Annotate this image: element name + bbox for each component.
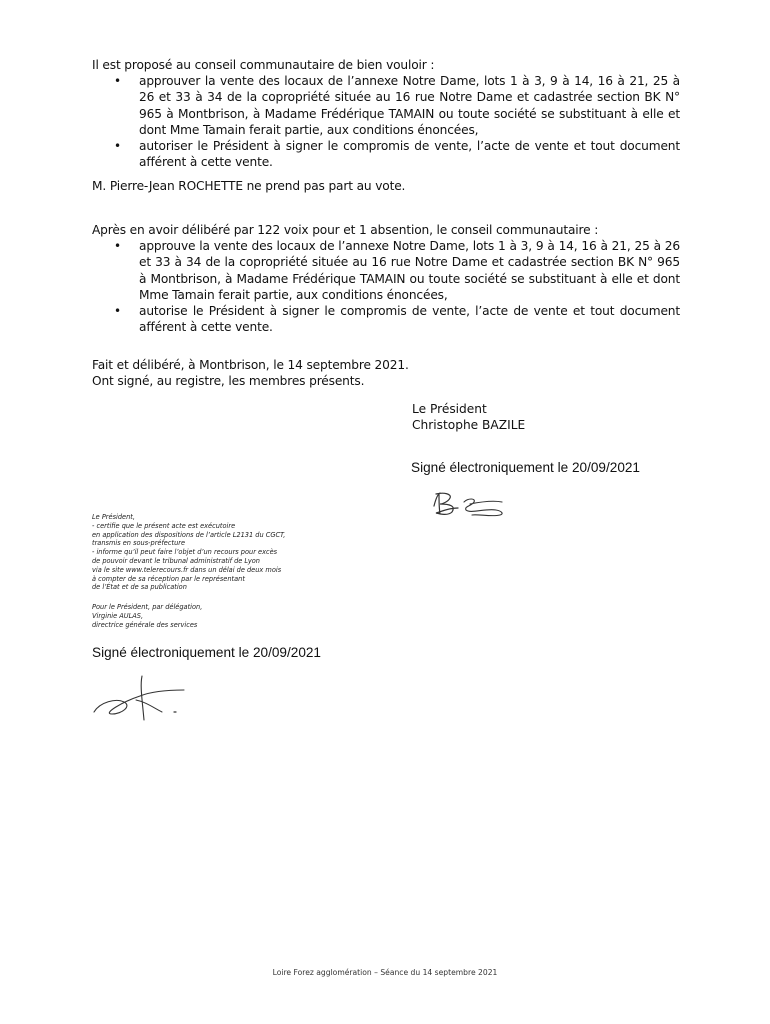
certification-block xyxy=(92,513,352,592)
president-title: Le Président xyxy=(412,402,487,416)
proposal-item: • approuver la vente des locaux de l’annexe Notre Dame, lots 1 à 3, 9 à 14, 16 à 21, 25 à 26 et 33 à 34 de la copropriété située au 16 rue Notre Dame et cadastrée section BK N° 965 à Montbrison, à Madame Frédérique TAMAIN ou toute société se substituant à elle et dont Mme Tamain ferait partie, aux conditions énoncées, xyxy=(92,73,680,138)
proposal-list xyxy=(92,73,680,171)
decision-item: • approuve la vente des locaux de l’annexe Notre Dame, lots 1 à 3, 9 à 14, 16 à 21, 25 à 26 et 33 à 34 de la copropriété située au 16 rue Notre Dame et cadastrée section BK N° 965 à Montbrison, à Madame Frédérique TAMAIN ou toute société se substituant à elle et dont Mme Tamain ferait partie, aux conditions énoncées, xyxy=(92,238,680,303)
certification-line: transmis en sous-préfecture xyxy=(92,539,186,548)
delegation-block xyxy=(92,603,352,629)
certification-line: Le Président, xyxy=(92,513,135,521)
decision-intro: Après en avoir délibéré par 122 voix pour et 1 absention, le conseil communautaire : xyxy=(92,223,599,237)
certification-line: via le site www.telerecours.fr dans un délai de deux mois xyxy=(92,565,282,574)
delegation-signed-date: Signé électroniquement le 20/09/2021 xyxy=(92,645,321,660)
president-name: Christophe BAZILE xyxy=(412,418,526,432)
delegation-line: Virginie AULAS, xyxy=(92,611,144,620)
certification-line: - certifie que le présent acte est exécutoire xyxy=(92,521,236,530)
certification-line: à compter de sa réception par le représentant xyxy=(92,574,245,583)
certification-line: de pouvoir devant le tribunal administratif de Lyon xyxy=(92,556,260,565)
president-signed-date: Signé électroniquement le 20/09/2021 xyxy=(411,460,640,475)
closing-line: Ont signé, au registre, les membres présents. xyxy=(92,374,365,388)
delegation-signature xyxy=(92,672,192,724)
decision-item: • autorise le Président à signer le compromis de vente, l’acte de vente et tout document afférent à cette vente. xyxy=(92,303,680,336)
president-signature xyxy=(430,488,510,522)
delegation-line: directrice générale des services xyxy=(92,620,198,629)
certification-line: de l’État et de sa publication xyxy=(92,583,187,592)
delegation-line: Pour le Président, par délégation, xyxy=(92,603,203,611)
page-footer: Loire Forez agglomération – Séance du 14 septembre 2021 xyxy=(272,968,498,977)
abstention-note: M. Pierre-Jean ROCHETTE ne prend pas part au vote. xyxy=(92,179,406,193)
decision-list xyxy=(92,238,680,336)
certification-line: en application des dispositions de l’article L2131 du CGCT, xyxy=(92,530,286,539)
proposal-intro: Il est proposé au conseil communautaire de bien vouloir : xyxy=(92,58,435,72)
closing-line: Fait et délibéré, à Montbrison, le 14 septembre 2021. xyxy=(92,358,409,372)
certification-line: - informe qu’il peut faire l’objet d’un recours pour excès xyxy=(92,548,278,557)
proposal-item: • autoriser le Président à signer le compromis de vente, l’acte de vente et tout document afférent à cette vente. xyxy=(92,138,680,171)
